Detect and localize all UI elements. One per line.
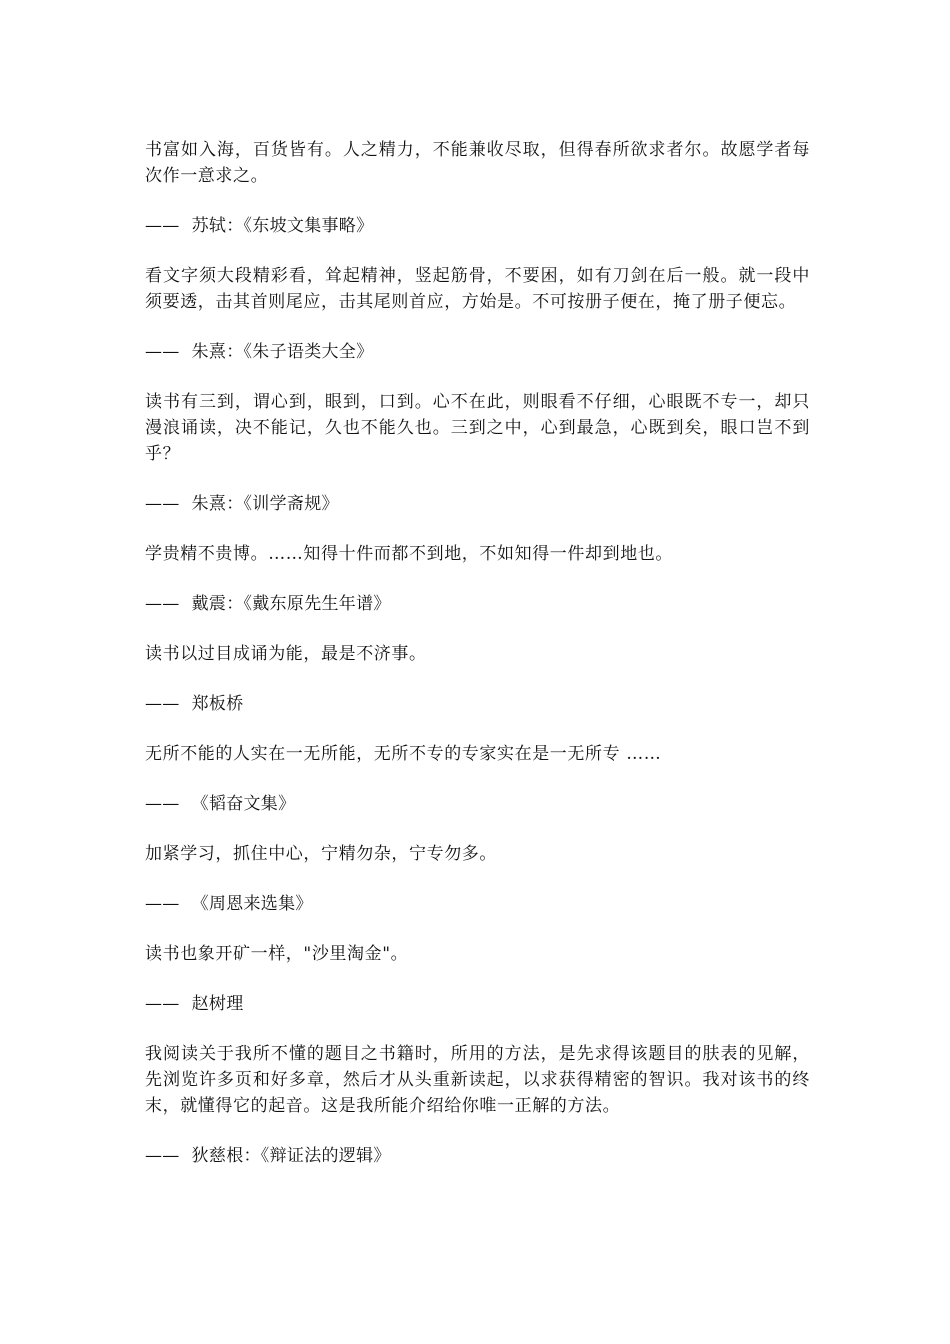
quote-text: 书富如入海，百货皆有。人之精力，不能兼收尽取，但得春所欲求者尔。故愿学者每次作一意求之。 bbox=[145, 140, 810, 186]
quote-attribution bbox=[145, 339, 810, 365]
attribution-source: 狄慈根：《辩证法的逻辑》 bbox=[191, 1146, 391, 1166]
quote-text: 加紧学习，抓住中心，宁精勿杂，宁专勿多。 bbox=[145, 844, 497, 864]
attribution-dash: —— bbox=[145, 994, 180, 1014]
quote-attribution bbox=[145, 591, 810, 617]
attribution-source: 朱熹：《训学斋规》 bbox=[191, 494, 339, 514]
quote-text: 读书以过目成诵为能，最是不济事。 bbox=[145, 644, 427, 664]
document-page bbox=[145, 137, 810, 1193]
quote-text: 我阅读关于我所不懂的题目之书籍时，所用的方法，是先求得该题目的肤表的见解，先浏览许多页和好多章，然后才从头重新读起，以求获得精密的智识。我对该书的终末，就懂得它的起音。这是我所能介绍给你唯一正解的方法。 bbox=[145, 1044, 810, 1116]
attribution-dash: —— bbox=[145, 216, 180, 236]
quote-text: 无所不能的人实在一无所能，无所不专的专家实在是一无所专 …… bbox=[145, 744, 662, 764]
quote-text: 读书也象开矿一样，"沙里淘金"。 bbox=[145, 944, 409, 964]
attribution-source: 戴震：《戴东原先生年谱》 bbox=[191, 594, 391, 614]
quote-text: 读书有三到，谓心到，眼到，口到。心不在此，则眼看不仔细，心眼既不专一，却只漫浪诵读，决不能记，久也不能久也。三到之中，心到最急，心既到矣，眼口岂不到乎？ bbox=[145, 392, 810, 464]
quote-attribution bbox=[145, 891, 810, 917]
attribution-source: 《韬奋文集》 bbox=[191, 794, 296, 814]
attribution-dash: —— bbox=[145, 594, 180, 614]
quote-attribution bbox=[145, 691, 810, 717]
attribution-source: 朱熹：《朱子语类大全》 bbox=[191, 342, 374, 362]
attribution-source: 苏轼：《东坡文集事略》 bbox=[191, 216, 374, 236]
quote-text: 看文字须大段精彩看，耸起精神，竖起筋骨，不要困，如有刀剑在后一般。就一段中须要透，击其首则尾应，击其尾则首应，方始是。不可按册子便在，掩了册子便忘。 bbox=[145, 266, 810, 312]
quote-attribution bbox=[145, 213, 810, 239]
attribution-dash: —— bbox=[145, 342, 180, 362]
attribution-source: 赵树理 bbox=[191, 994, 244, 1014]
attribution-dash: —— bbox=[145, 894, 180, 914]
quote-attribution bbox=[145, 491, 810, 517]
quote-text: 学贵精不贵博。……知得十件而都不到地，不如知得一件却到地也。 bbox=[145, 544, 673, 564]
attribution-source: 《周恩来选集》 bbox=[191, 894, 313, 914]
attribution-dash: —— bbox=[145, 794, 180, 814]
attribution-dash: —— bbox=[145, 494, 180, 514]
quote-attribution bbox=[145, 791, 810, 817]
attribution-source: 郑板桥 bbox=[191, 694, 244, 714]
quote-attribution bbox=[145, 991, 810, 1017]
attribution-dash: —— bbox=[145, 694, 180, 714]
attribution-dash: —— bbox=[145, 1146, 180, 1166]
quote-attribution bbox=[145, 1143, 810, 1169]
